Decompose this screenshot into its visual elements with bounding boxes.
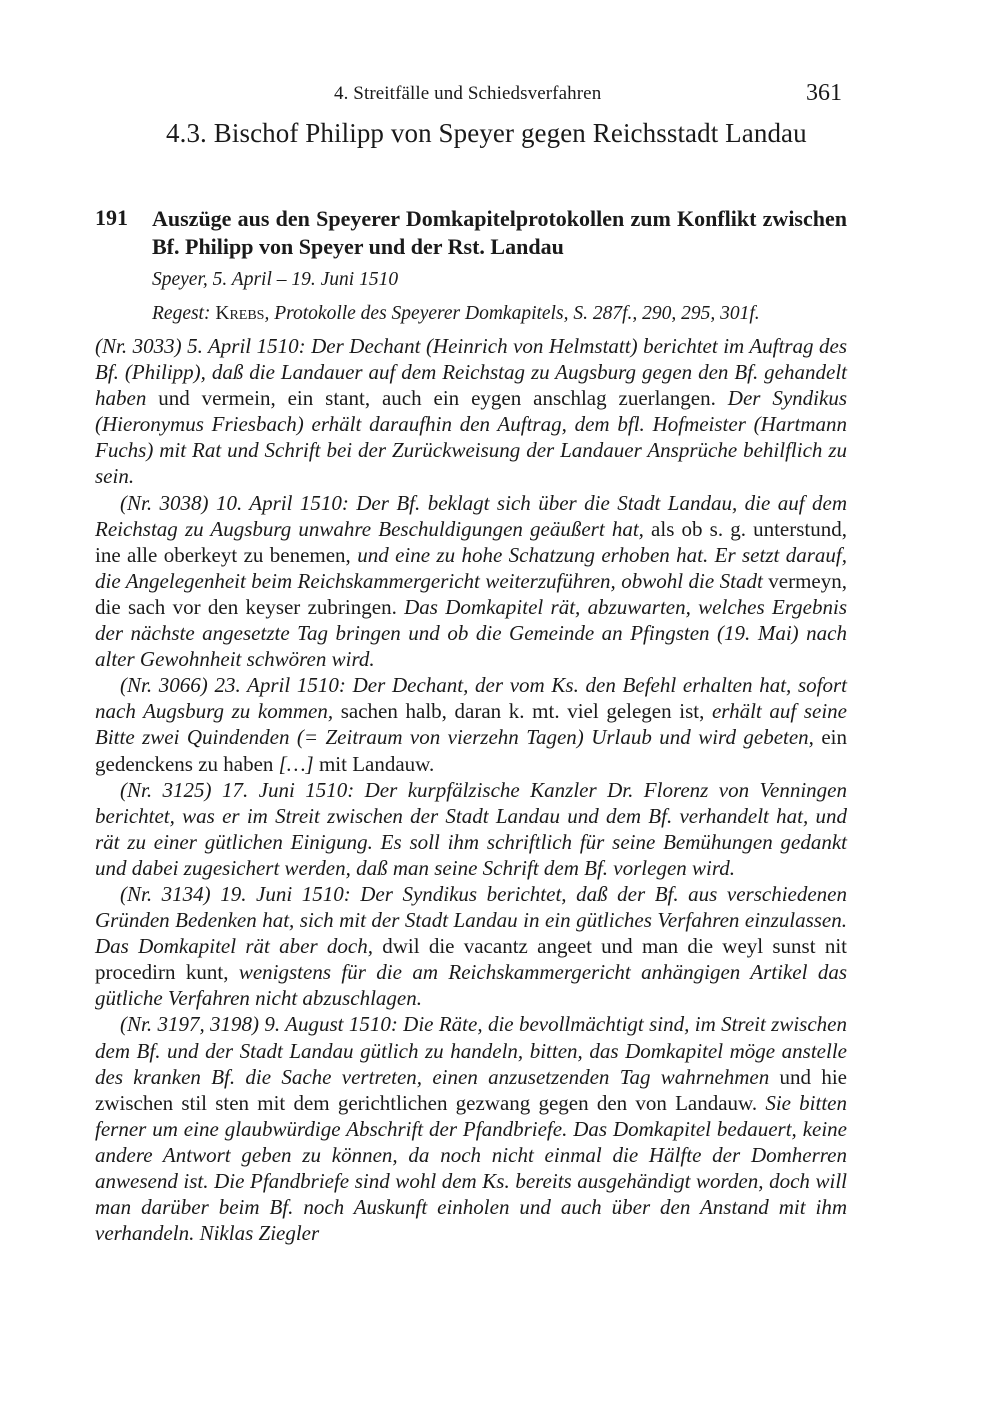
quoted-source-text: als ob s. g. unterstund, ine alle oberkeyt zu benemen,: [95, 516, 847, 567]
italic-summary-text: und eine zu hohe Schatzung erhoben hat. Er setzt darauf, die Angelegenheit beim Reichskammergericht weiterzuführen, obwohl die Stadt: [95, 542, 847, 593]
entry-3125: [95, 777, 847, 881]
italic-summary-text: Sie bitten ferner um eine glaubwürdige Abschrift der Pfandbriefe. Das Domkapitel bedauert, keine andere Antwort geben zu können, da noch nicht einmal die Hälfte der Domherren anwesend ist. Die Pfandbriefe sind wohl dem Ks. bereits ausgehändigt worden, doch will man darüber beim Bf. noch Auskunft einholen und auch über den Anstand mit ihm verhandeln. Niklas Ziegler: [95, 1090, 847, 1246]
regest-author: Krebs: [215, 303, 265, 324]
quoted-source-text: dwil die vacantz angeet und man die weyl sunst nit procedirn kunt,: [95, 934, 847, 985]
quoted-source-text: vermeyn, die sach vor den keyser zubringen.: [95, 568, 847, 619]
document-regest: [152, 299, 847, 329]
entry-3066: [95, 672, 847, 776]
quoted-source-text: und vermein, ein stant, auch ein eygen anschlag zuerlangen.: [146, 386, 728, 411]
italic-summary-text: (Nr. 3197, 3198) 9. August 1510: Die Räte, die bevollmächtigt sind, im Streit zwischen dem Bf. und der Stadt Landau gütlich zu handeln, bitten, das Domkapitel möge anstelle des kranken Bf. die Sache vertreten, einen anzusetzenden Tag wahrnehmen: [95, 1012, 847, 1089]
italic-summary-text: (Nr. 3038) 10. April 1510: Der Bf. beklagt sich über die Stadt Landau, die auf dem Reichstag zu Augsburg unwahre Beschuldigungen geäußert hat,: [95, 490, 847, 541]
italic-summary-text: Der Syndikus (Hieronymus Friesbach) erhält daraufhin den Auftrag, dem bfl. Hofmeister (Hartmann Fuchs) mit Rat und Schrift bei der Zurückweisung der Landauer Ansprüche behilflich zu sein.: [95, 386, 847, 489]
entry-3038: [95, 490, 847, 673]
document-header: [95, 205, 847, 329]
quoted-source-text: sachen halb, daran k. mt. viel gelegen ist,: [333, 699, 712, 724]
italic-summary-text: erhält auf seine Bitte zwei Quindenden (= Zeitraum von vierzehn Tagen) Urlaub und wird gebeten,: [95, 699, 847, 750]
italic-summary-text: (Nr. 3134) 19. Juni 1510: Der Syndikus berichtet, daß der Bf. aus verschiedenen Gründen Bedenken hat, sich mit der Stadt Landau in ein gütliches Verfahren einzulassen. Das Domkapitel rät aber doch,: [95, 881, 847, 959]
page-number: 361: [806, 80, 842, 106]
italic-summary-text: […]: [278, 751, 314, 776]
italic-summary-text: Das Domkapitel rät, abzuwarten, welches Ergebnis der nächste angesetzte Tag bringen und ob die Gemeinde an Pfingsten (19. Mai) nach alter Gewohnheit schwören wird.: [95, 594, 847, 672]
document-place-date: Speyer, 5. April – 19. Juni 1510: [152, 269, 399, 290]
regest-work: , Protokolle des Speyerer Domkapitels, S. 287f., 290, 295, 301f.: [264, 303, 760, 324]
chapter-heading: 4. Streitfälle und Schiedsverfahren: [334, 83, 602, 104]
body-text: [95, 333, 847, 1246]
running-head: [0, 80, 1004, 110]
regest-label: Regest:: [152, 303, 211, 324]
italic-summary-text: (Nr. 3125) 17. Juni 1510: Der kurpfälzische Kanzler Dr. Florenz von Venningen berichtet, was er im Streit zwischen der Stadt Landau und dem Bf. verhandelt hat, und rät zu einer gütlichen Einigung. Es soll ihm schriftlich für seine Bemühungen gedankt und dabei zugesichert werden, daß man seine Schrift dem Bf. vorlegen wird.: [95, 777, 847, 880]
quoted-source-text: ein gedenckens zu haben: [95, 725, 847, 776]
italic-summary-text: wenigstens für die am Reichskammergericht anhängigen Artikel das gütliche Verfahren nicht abzuschlagen.: [95, 960, 847, 1011]
entry-3197-3198: [95, 1011, 847, 1246]
section-title: 4.3. Bischof Philipp von Speyer gegen Reichsstadt Landau: [166, 118, 807, 148]
entry-3033: [95, 333, 847, 490]
italic-summary-text: (Nr. 3066) 23. April 1510: Der Dechant, der vom Ks. den Befehl erhalten hat, sofort nach Augsburg zu kommen,: [95, 673, 847, 724]
document-title: Auszüge aus den Speyerer Domkapitelprotokollen zum Konflikt zwischen Bf. Philipp von Speyer und der Rst. Landau: [152, 206, 847, 259]
quoted-source-text: und hie zwischen stil sten mit dem gerichtlichen gezwang gegen den von Landauw.: [95, 1064, 848, 1115]
italic-summary-text: (Nr. 3033) 5. April 1510: Der Dechant (Heinrich von Helmstatt) berichtet im Auftrag des Bf. (Philipp), daß die Landauer auf dem Reichstag zu Augsburg gegen den Bf. gehandelt haben: [95, 334, 847, 411]
quoted-source-text: mit Landauw.: [313, 751, 435, 776]
entry-3134: [95, 881, 847, 1011]
document-number: 191: [95, 205, 128, 230]
